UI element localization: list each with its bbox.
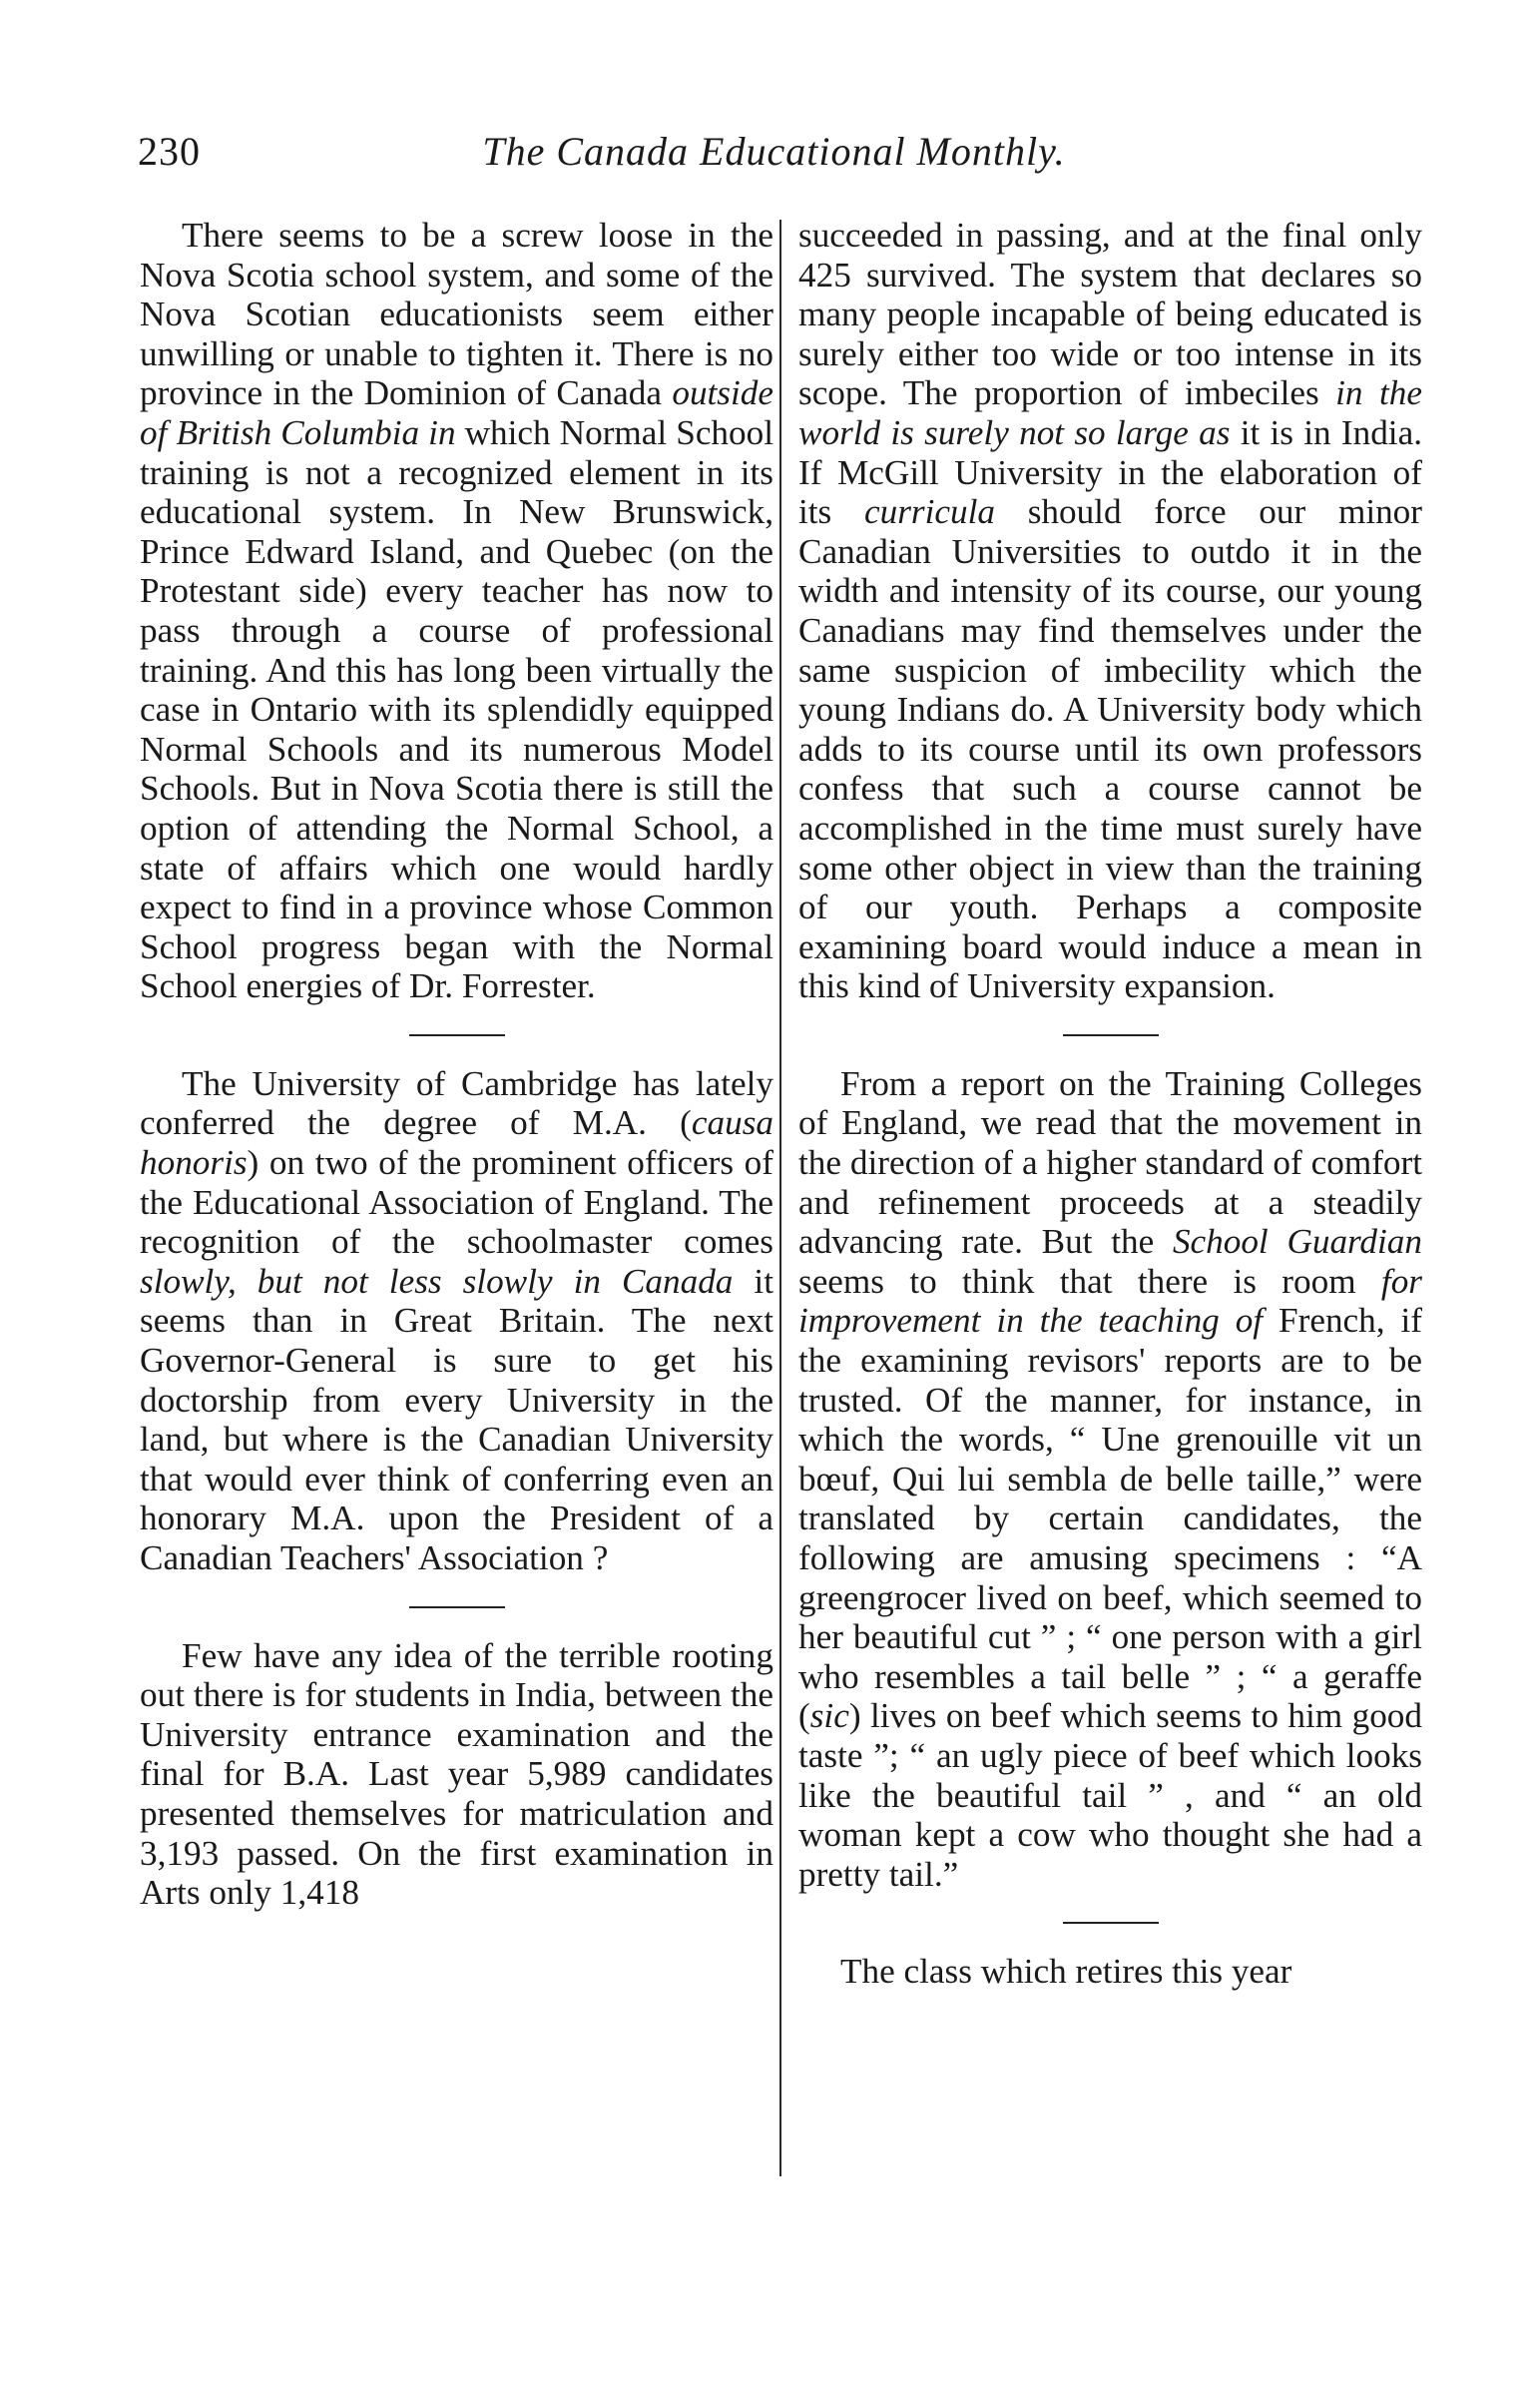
paragraph-nova-scotia: There seems to be a screw loose in the Nova Scotia school system, and some of the Nova Scotian educationists seem either unwilling or unable to tighten it. There is no province in the Dominion of Canada outside of British Columbia in which Normal School training is not a recognized element in its educational system. In New Brunswick, Prince Edward Island, and Quebec (on the Protestant side) every teacher has now to pass through a course of professional training. And this has long been virtually the case in Ontario with its splendidly equipped Normal Schools and its numerous Model Schools. But in Nova Scotia there is still the option of attending the Normal School, a state of affairs which one would hardly expect to find in a province whose Common School progress began with the Normal School energies of Dr. Forrester. — [140, 216, 773, 1006]
page-header — [138, 128, 1410, 188]
paragraph-cambridge: The University of Cambridge has lately conferred the degree of M.A. (causa honoris) on two of the prominent officers of the Educational Association of England. The recognition of the schoolmaster comes slowly, but not less slowly in Canada it seems than in Great Britain. The next Governor-General is sure to get his doctorship from every University in the land, but where is the Canadian University that would ever think of conferring even an honorary M.A. upon the President of a Canadian Teachers' Association ? — [140, 1063, 773, 1577]
section-separator — [798, 1006, 1422, 1064]
section-separator — [140, 1578, 773, 1636]
paragraph-retiring-class: The class which retires this year — [840, 1952, 1292, 1992]
page-number: 230 — [138, 129, 201, 174]
right-column — [798, 216, 1422, 1992]
left-column — [140, 216, 773, 1913]
running-title: The Canada Educational Monthly. — [482, 129, 1066, 174]
column-divider — [779, 220, 781, 2176]
section-separator — [140, 1006, 773, 1064]
section-separator — [798, 1894, 1422, 1952]
paragraph-india: Few have any idea of the terrible rooting out there is for students in India, between the University entrance examination and the final for B.A. Last year 5,989 candidates presented themselves for matriculation and 3,193 passed. On the first examination in Arts only 1,418 — [140, 1635, 773, 1913]
paragraph-india-continued: succeeded in passing, and at the final only 425 survived. The system that declares so many people incapable of being educated is surely either too wide or too intense in its scope. The proportion of imbeciles in the world is surely not so large as it is in India. If McGill University in the elaboration of its curricula should force our minor Canadian Universities to outdo it in the width and intensity of its course, our young Canadians may find themselves under the same suspicion of imbecility which the young Indians do. A University body which adds to its course until its own professors confess that such a course cannot be accomplished in the time must surely have some other object in view than the training of our youth. Perhaps a composite examining board would induce a mean in this kind of University expansion. — [798, 216, 1423, 1006]
paragraph-training-colleges: From a report on the Training Colleges of England, we read that the movement in the direction of a higher standard of comfort and refinement proceeds at a steadily advancing rate. But the School Guardian seems to think that there is room for improvement in the teaching of French, if the examining revisors' reports are to be trusted. Of the manner, for instance, in which the words, “ Une grenouille vit un bœuf, Qui lui sembla de belle taille,” were translated by certain candidates, the following are amusing specimens : “A greengrocer lived on beef, which seemed to her beautiful cut ” ; “ one person with a girl who resembles a tail belle ” ; “ a geraffe (sic) lives on beef which seems to him good taste ”; “ an ugly piece of beef which looks like the beautiful tail ” , and “ an old woman kept a cow who thought she had a pretty tail.” — [798, 1063, 1422, 1894]
